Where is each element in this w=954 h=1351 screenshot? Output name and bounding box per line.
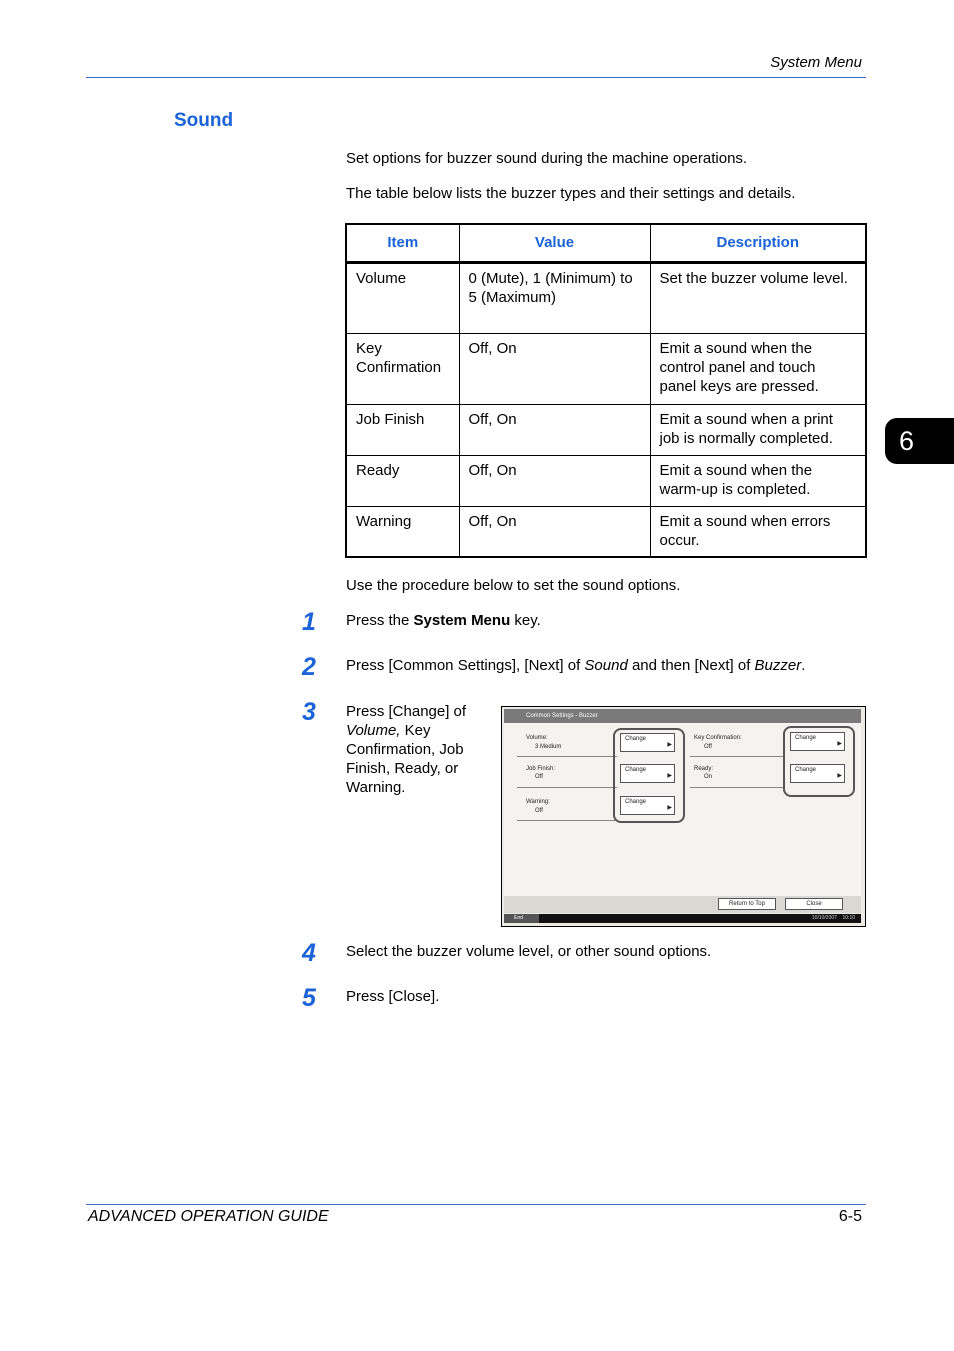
job-finish-value: Off	[535, 774, 543, 780]
step-text-2: Press [Common Settings], [Next] of Sound and then [Next] of Buzzer.	[346, 657, 806, 674]
header-rule	[86, 77, 866, 78]
table-cell: Emit a sound when a print job is normally completed.	[650, 404, 866, 455]
table-cell: Emit a sound when the warm-up is completed.	[650, 455, 866, 506]
table-cell: Job Finish	[346, 404, 459, 455]
table-row	[346, 506, 866, 557]
table-cell: Set the buzzer volume level.	[650, 262, 866, 333]
column-header-description: Description	[650, 224, 866, 262]
key-confirmation-label: Key Confirmation:	[694, 735, 742, 741]
chapter-tab: 6	[885, 418, 954, 464]
table-cell: Off, On	[459, 333, 650, 404]
step-text-4: Select the buzzer volume level, or other sound options.	[346, 943, 712, 960]
column-header-item: Item	[346, 224, 459, 262]
ready-change-button[interactable]: Change ▶	[790, 764, 845, 783]
table-cell: Off, On	[459, 506, 650, 557]
step-text-3: Press [Change] of Volume, Key Confirmation, Job Finish, Ready, or Warning.	[346, 703, 467, 796]
table-cell: Off, On	[459, 404, 650, 455]
warning-label: Warning:	[526, 799, 550, 805]
step-number-1: 1	[302, 608, 316, 636]
table-cell: Volume	[346, 262, 459, 333]
table-row	[346, 333, 866, 404]
step-number-3: 3	[302, 698, 316, 726]
row-divider	[517, 820, 617, 821]
screen-button-bar	[504, 896, 861, 913]
volume-value: 3 Medium	[535, 744, 562, 750]
row-divider	[690, 756, 785, 757]
table-cell: Off, On	[459, 455, 650, 506]
column-header-value: Value	[459, 224, 650, 262]
intro-paragraph-2: The table below lists the buzzer types and their settings and details.	[346, 185, 796, 202]
table-cell: Emit a sound when errors occur.	[650, 506, 866, 557]
step-number-4: 4	[302, 939, 316, 967]
intro-paragraph-1: Set options for buzzer sound during the machine operations.	[346, 150, 748, 167]
table-row	[346, 455, 866, 506]
ready-value: On	[704, 774, 713, 780]
screen-status-bar	[504, 914, 861, 923]
table-cell: Warning	[346, 506, 459, 557]
running-header: System Menu	[770, 54, 862, 71]
step-number-2: 2	[302, 653, 316, 681]
footer-guide-title: ADVANCED OPERATION GUIDE	[88, 1208, 329, 1225]
screen-body	[504, 723, 861, 896]
close-button[interactable]: Close	[785, 898, 843, 910]
step-text-1: Press the System Menu key.	[346, 612, 541, 629]
warning-change-button[interactable]: Change ▶	[620, 796, 675, 815]
footer-rule	[86, 1204, 866, 1205]
volume-label: Volume:	[526, 735, 548, 741]
table-cell: Ready	[346, 455, 459, 506]
step-number-5: 5	[302, 984, 316, 1012]
procedure-intro: Use the procedure below to set the sound options.	[346, 577, 681, 594]
page-number: 6-5	[838, 1208, 862, 1225]
job-finish-change-button[interactable]: Change ▶	[620, 764, 675, 783]
status-end-label: End	[504, 914, 539, 923]
key-confirmation-change-button[interactable]: Change ▶	[790, 732, 845, 751]
row-divider	[690, 787, 785, 788]
job-finish-label: Job Finish:	[526, 766, 556, 772]
row-divider	[517, 787, 617, 788]
return-to-top-button[interactable]: Return to Top	[718, 898, 776, 910]
step-text-5: Press [Close].	[346, 988, 440, 1005]
table-cell: Emit a sound when the control panel and touch panel keys are pressed.	[650, 333, 866, 404]
buzzer-settings-screen	[501, 706, 866, 927]
warning-value: Off	[535, 808, 543, 814]
row-divider	[517, 756, 617, 757]
volume-change-button[interactable]: Change ▶	[620, 733, 675, 752]
table-cell: Key Confirmation	[346, 333, 459, 404]
table-row	[346, 262, 866, 333]
key-confirmation-value: Off	[704, 744, 712, 750]
table-cell: 0 (Mute), 1 (Minimum) to 5 (Maximum)	[459, 262, 650, 333]
ready-label: Ready:	[694, 766, 714, 772]
section-title: Sound	[174, 110, 234, 131]
status-datetime: 10/10/2007 10:10	[811, 915, 855, 921]
buzzer-settings-table	[345, 223, 867, 558]
table-row	[346, 404, 866, 455]
screen-title: Common Settings - Buzzer	[504, 709, 861, 723]
